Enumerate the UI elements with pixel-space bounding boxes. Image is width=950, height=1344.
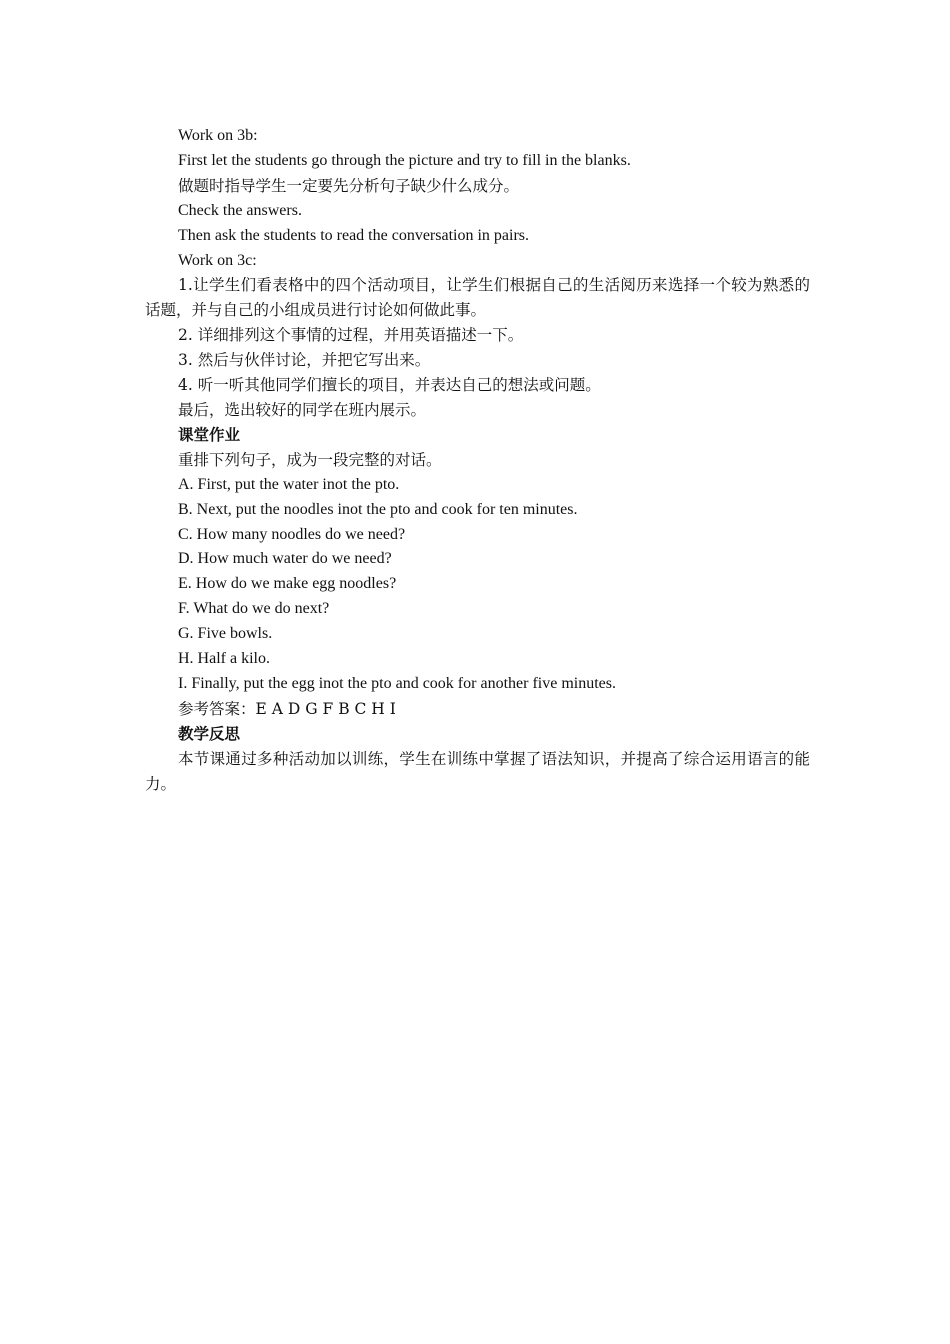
homework-item-g: G. Five bowls. (178, 625, 273, 643)
work-3c-step-3: 3. 然后与伙伴讨论，并把它写出来。 (178, 351, 431, 370)
reflection-heading: 教学反思 (178, 724, 241, 743)
reflection-text: 本节课通过多种活动加以训练，学生在训练中掌握了语法知识，并提高了综合运用语言的能力。 (145, 749, 810, 793)
document-body (145, 124, 810, 796)
homework-item-h: H. Half a kilo. (178, 650, 270, 668)
work-3c-step-1: 1.让学生们看表格中的四个活动项目，让学生们根据自己的生活阅历来选择一个较为熟悉的话题，并与自己的小组成员进行讨论如何做此事。 (145, 276, 810, 320)
work-3b-line-4: Then ask the students to read the conversation in pairs. (178, 226, 530, 244)
homework-item-b: B. Next, put the noodles inot the pto and cook for ten minutes. (178, 500, 578, 518)
homework-item-d: D. How much water do we need? (178, 550, 392, 568)
work-3b-line-1: First let the students go through the picture and try to fill in the blanks. (178, 151, 631, 169)
work-3c-heading: Work on 3c: (178, 251, 257, 269)
homework-answer: 参考答案：E A D G F B C H I (178, 699, 396, 718)
work-3c-closing: 最后，选出较好的同学在班内展示。 (178, 400, 427, 419)
homework-item-a: A. First, put the water inot the pto. (178, 475, 400, 493)
work-3b-line-3: Check the answers. (178, 201, 302, 219)
work-3c-step-2: 2. 详细排列这个事情的过程，并用英语描述一下。 (178, 326, 524, 345)
homework-item-e: E. How do we make egg noodles? (178, 575, 397, 593)
homework-item-i: I. Finally, put the egg inot the pto and cook for another five minutes. (178, 674, 616, 692)
work-3b-line-2: 做题时指导学生一定要先分析句子缺少什么成分。 (178, 176, 520, 195)
homework-item-f: F. What do we do next? (178, 600, 330, 618)
homework-item-c: C. How many noodles do we need? (178, 525, 406, 543)
work-3b-heading: Work on 3b: (178, 127, 258, 144)
work-3c-step-4: 4. 听一听其他同学们擅长的项目，并表达自己的想法或问题。 (178, 376, 601, 395)
homework-instruction: 重排下列句子，成为一段完整的对话。 (178, 450, 442, 469)
homework-heading: 课堂作业 (178, 425, 241, 444)
